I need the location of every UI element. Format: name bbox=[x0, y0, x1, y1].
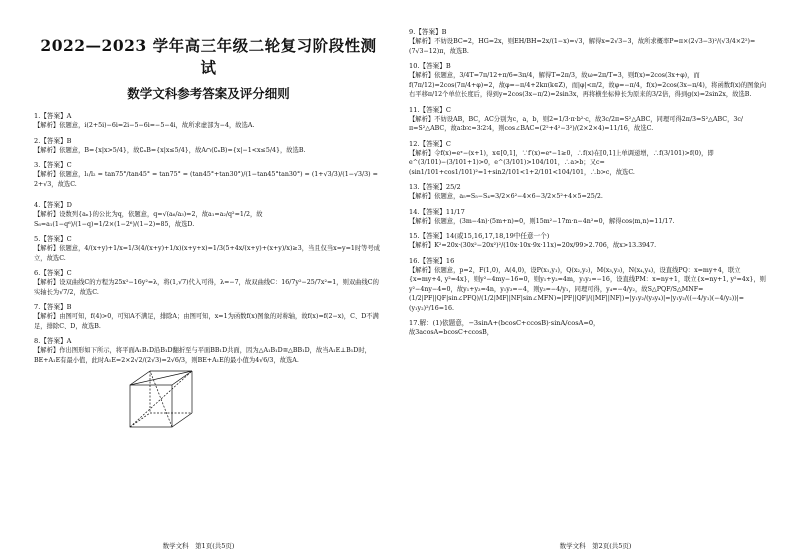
item-answer: 【答案】A bbox=[40, 112, 72, 120]
item-explanation: 【解析】依题意，a₅=S₅−S₄=3/2×6²−4×6−3/2×5²+4×5=25/2. bbox=[409, 193, 603, 200]
item-3 bbox=[34, 161, 383, 189]
item-answer: 【答案】B bbox=[40, 136, 72, 145]
footer-page-1: 数学文科 第1页(共5页) bbox=[162, 542, 235, 550]
footer-page-2: 数学文科 第2页(共5页) bbox=[559, 542, 632, 550]
page-2 bbox=[397, 0, 794, 560]
item-number: 16. bbox=[409, 256, 420, 265]
item-number: 1. bbox=[34, 112, 41, 120]
item-7 bbox=[34, 303, 383, 331]
item-explanation: 【解析】不妨设AB，BC，AC分别为c，a，b，则2=1/3·π·b²·c，故3c/2π=S²△ABC，同理可得2π/3=S²△ABC，3c/π=S²△ABC，故a∶b∶c=3∶2∶4，则cos∠BAC=(2²+4²−3²)/(2×2×4)=11/16，故选C. bbox=[409, 115, 744, 132]
item-13 bbox=[409, 183, 768, 202]
item-answer: 【答案】14(或15,16,17,18,19中任意一个) bbox=[419, 232, 550, 240]
item-explanation: 【解析】依题意，(3m−4n)·(5m+n)=0，则15m²−17m·n−4n²=0，解得cos⟨m,n⟩=11/17. bbox=[409, 217, 675, 225]
item-number: 7. bbox=[34, 303, 41, 311]
item-number: 4. bbox=[34, 201, 41, 209]
item-answer: 解：(1)依题意，−3sinA+(bcosC+ccosB)·sinA/cosA=0， bbox=[419, 319, 600, 327]
item-2 bbox=[34, 137, 383, 156]
item-explanation: 【解析】令f(x)=eˣ−(x+1)，x∈[0,1]，∵f′(x)=eˣ−1≥0，∴f(x)在[0,1]上单调递增，∴f(3/101)>f(0)，即e^(3/101)−(3/101+1)>0，e^(3/101)>104/101，∴a>b；又c=(sin1/101+cos1/101)²=1+sin2/101<1+2/101<104/101，∴b>c，故选C. bbox=[409, 149, 714, 176]
item-answer: 【答案】C bbox=[419, 139, 451, 148]
item-5 bbox=[34, 235, 383, 263]
item-9 bbox=[409, 28, 768, 56]
item-answer: 【答案】B bbox=[415, 28, 447, 36]
page-title: 2022—2023 学年高三年级二轮复习阶段性测试 bbox=[40, 36, 377, 77]
item-answer: 【答案】25/2 bbox=[419, 183, 461, 191]
item-explanation: 【解析】依题意，B={x|x>5/4}，故∁ₙB={x|x≤5/4}，故A∩(∁ₙB)={x|−1<x≤5/4}，故选B. bbox=[34, 146, 306, 154]
item-number: 6. bbox=[34, 269, 41, 277]
item-answer: 【答案】11/17 bbox=[419, 207, 465, 216]
cube-figure bbox=[124, 367, 202, 431]
item-15 bbox=[409, 232, 768, 251]
item-explanation: 【解析】依题意，i(2+5i)−6i=2i−5−6i=−5−4i，故所求虚部为−4，故选A. bbox=[34, 122, 255, 129]
item-number: 12. bbox=[409, 139, 420, 148]
item-answer: 【答案】16 bbox=[419, 256, 455, 265]
item-explanation: 【解析】不妨设BC=2，HG=2x，则EH/BH=2x/(1−x)=√3，解得x=2√3−3，故所求概率P=π×(2√3−3)²/(√3/4×2²)=(7√3−12)π，故选B. bbox=[409, 38, 756, 55]
item-number: 8. bbox=[34, 337, 41, 345]
item-number: 15. bbox=[409, 232, 420, 240]
item-14 bbox=[409, 208, 768, 227]
item-number: 10. bbox=[409, 62, 420, 70]
item-answer: 【答案】C bbox=[40, 235, 72, 243]
item-explanation: 【解析】依题意，p=2，F(1,0)，A(4,0)，设P(x₁,y₁)，Q(x₂,y₂)，M(x₃,y₃)，N(x₄,y₄)，设直线PQ：x=my+4，联立{x=my+4, y²=4x}，则y²−4my−16=0，则y₁+y₂=4m，y₁y₂=−16，设直线PM：x=ny+1，联立{x=ny+1, y²=4x}，则y²−4ny−4=0，故y₁+y₃=4n，y₁y₃=−4，则y₃=−4/y₁，同理可得，y₄=−4/y₂，故S△PQF/S△MNF=(1/2|PF||QF|sin∠PFQ)/(1/2|MF||NF|sin∠MFN)=|PF||QF|/(|MF||NF|)=|y₁y₂/(y₃y₄)|=|y₁y₂/((−4/y₁)(−4/y₂))|=(y₁y₂)²/16=16. bbox=[409, 266, 766, 312]
item-answer: 【答案】B bbox=[419, 62, 451, 70]
item-6 bbox=[34, 269, 383, 297]
item-answer: 【答案】B bbox=[40, 303, 72, 311]
item-explanation: 【解析】设数列{aₙ}的公比为q，依题意，q=√(a₆/a₃)=2，故a₁=a₂/q²=1/2，故S₆=a₁(1−q⁶)/(1−q)=1/2×(1−2⁶)/(1−2)=85，故选D. bbox=[34, 211, 263, 228]
item-17 bbox=[409, 319, 768, 338]
item-10 bbox=[409, 62, 768, 100]
item-8 bbox=[34, 337, 383, 365]
item-number: 14. bbox=[409, 207, 420, 216]
item-number: 3. bbox=[34, 161, 41, 169]
item-answer: 【答案】D bbox=[40, 201, 72, 209]
page-subtitle: 数学文科参考答案及评分细则 bbox=[127, 86, 290, 101]
item-11 bbox=[409, 106, 768, 134]
item-16 bbox=[409, 257, 768, 314]
item-answer: 【答案】C bbox=[419, 105, 451, 114]
item-explanation: 故3acosA=bcosC+ccosB， bbox=[409, 329, 494, 336]
item-12 bbox=[409, 140, 768, 178]
item-explanation: 【解析】依题意，3/4T=7π/12+π/6=3π/4，解得T=2π/3，故ω=2π/T=3，则f(x)=2cos(3x+φ)，而f(7π/12)=2cos(7π/4+φ)=2，故φ=−π/4+2kπ(k∈Z)，而|φ|<π/2，故φ=−π/4，f(x)=2cos(3x−π/4)，将函数f(x)的图象向右平移π/12个单位长度后，得到y=2cos(3x−π/2)=2sin3x，再将横坐标伸长为原来的3/2倍，得到g(x)=2sin2x，故选B. bbox=[409, 72, 767, 98]
item-explanation: 【解析】设双曲线C的方程为25x²−16y²=λ，将(1,√7)代入可得，λ=−7，故双曲线C：16/7y²−25/7x²=1，则双曲线C的实轴长为√7/2，故选C. bbox=[34, 279, 379, 296]
item-number: 17. bbox=[409, 319, 420, 327]
item-explanation: 【解析】依题意，l₁/l₂ = tan75°/tan45° = tan75° = (tan45°+tan30°)/(1−tan45°tan30°) = (1+√3/3)/(1−√3/3) = 2+√3，故选C. bbox=[34, 171, 378, 188]
item-explanation: 【解析】作出图形如下所示，将平面A₁B₁D沿B₁D翻折至与平面BB₁D共面，因为△A₁B₁D≅△BB₁D，故当A₁E⊥B₁D时，BE+A₁E有最小值，此时A₁E=2×2√2/(2√3)=2√6/3，则BE+A₁E的最小值为4√6/3，故选A. bbox=[34, 347, 371, 364]
item-explanation: 【解析】由图可知，f(4)>0，可知A不满足，排除A；由图可知，x=1为函数f(x)图象的对称轴，故f(x)=f(2−x)，C、D不满足，排除C、D，故选B. bbox=[34, 313, 379, 330]
item-1 bbox=[34, 112, 383, 131]
item-explanation: 【解析】依题意，4/(x+y)+1/x=1/3(4/(x+y)+1/x)(x+y+x)=1/3(5+4x/(x+y)+(x+y)/x)≥3，当且仅当x=y=1时等号成立，故选C. bbox=[34, 245, 381, 262]
item-number: 11. bbox=[409, 105, 420, 114]
item-answer: 【答案】A bbox=[40, 337, 72, 345]
item-number: 13. bbox=[409, 183, 420, 191]
item-number: 5. bbox=[34, 235, 41, 243]
item-number: 2. bbox=[34, 136, 41, 145]
item-explanation: 【解析】K²=20x·(30x²−20x²)²/(10x·10x·9x·11x)=20x/99>2.706，故x>13.3947. bbox=[409, 242, 657, 249]
item-answer: 【答案】C bbox=[40, 269, 72, 277]
item-answer: 【答案】C bbox=[40, 161, 72, 169]
item-4 bbox=[34, 201, 383, 229]
item-number: 9. bbox=[409, 28, 416, 36]
